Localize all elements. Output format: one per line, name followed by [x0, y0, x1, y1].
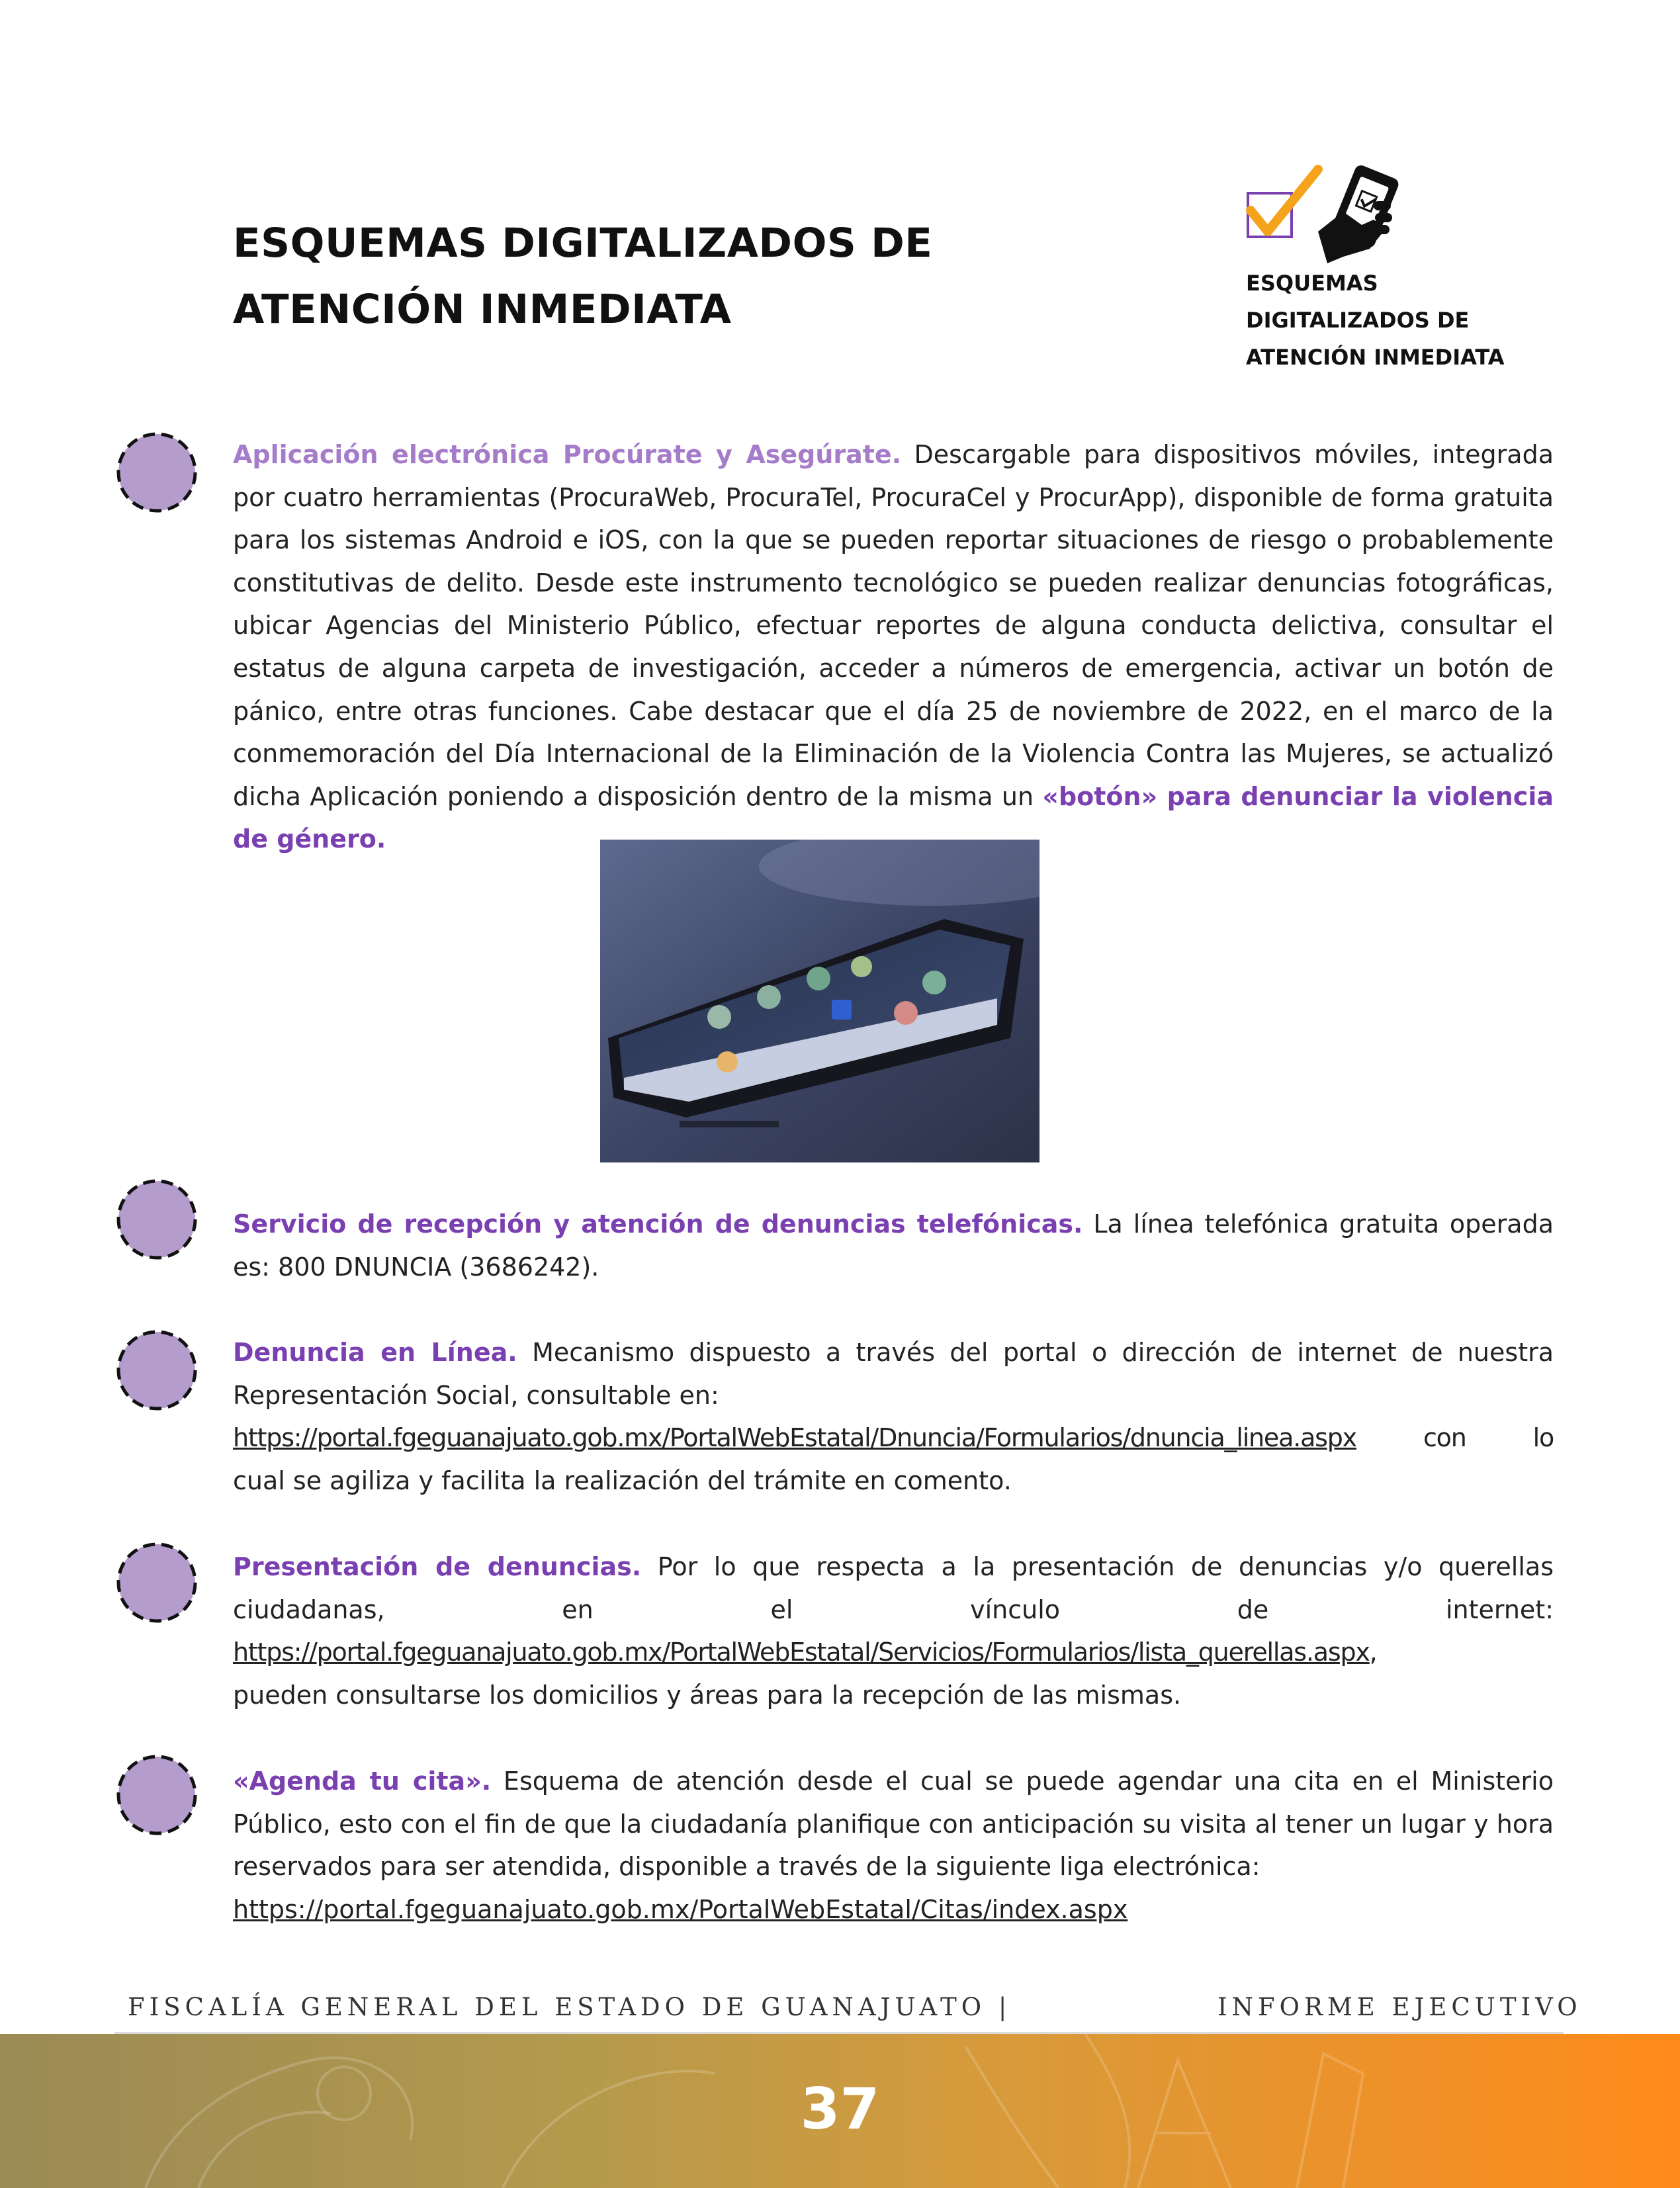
footer-report-name: INFORME EJECUTIVO: [1217, 1993, 1582, 2021]
item-url-line: [233, 1631, 1554, 1674]
checkbox-check-icon: [1244, 164, 1403, 263]
item-lead: Aplicación electrónica Procúrate y Asegúrate.: [233, 440, 902, 469]
item-appointment: [233, 1760, 1554, 1931]
online-complaint-link[interactable]: https://portal.fgeguanajuato.gob.mx/PortalWebEstatal/Dnuncia/Formularios/dnuncia_linea.aspx: [233, 1423, 1356, 1453]
item-body: La línea telefónica gratuita operada es: 800 DNUNCIA (3686242).: [233, 1209, 1554, 1282]
item-tail: cual se agiliza y facilita la realización del trámite en comento.: [233, 1466, 1012, 1495]
item-highlight: «botón» para denunciar la violencia de género.: [233, 781, 1554, 854]
item-lead: Presentación de denuncias.: [233, 1552, 642, 1581]
footer-institution: FISCALÍA GENERAL DEL ESTADO DE GUANAJUATO |: [128, 1993, 1012, 2021]
item-url-line: [233, 1888, 1554, 1931]
section-badge: [1244, 164, 1588, 376]
item-url-tail: ,: [1369, 1638, 1377, 1667]
badge-label-line-3: ATENCIÓN INMEDIATA: [1246, 345, 1505, 370]
bullet-circle-icon: [114, 1753, 199, 1837]
page-title: [233, 210, 1027, 343]
item-body: Esquema de atención desde el cual se puede agendar una cita en el Ministerio Público, esto con el fin de que la ciudadanía planifique con anticipación su visita al tener un lugar y hora reservados para ser atendida, disponible a través de la siguiente liga electrónica:: [233, 1767, 1554, 1882]
item-url-line: [233, 1417, 1554, 1460]
badge-label: [1246, 265, 1577, 376]
bullet-circle-icon: [114, 430, 199, 515]
page-title-line-2: ATENCIÓN INMEDIATA: [233, 286, 732, 333]
phone-app-photo: [600, 840, 1039, 1162]
badge-label-line-1: ESQUEMAS: [1246, 271, 1378, 296]
badge-label-line-2: DIGITALIZADOS DE: [1246, 308, 1470, 333]
item-tail: pueden consultarse los domicilios y áreas para la recepción de las mismas.: [233, 1680, 1182, 1710]
appointment-link[interactable]: https://portal.fgeguanajuato.gob.mx/PortalWebEstatal/Citas/index.aspx: [233, 1894, 1128, 1924]
item-lead: «Agenda tu cita».: [233, 1767, 492, 1796]
item-lead: Denuncia en Línea.: [233, 1338, 517, 1367]
item-phone-service: [233, 1203, 1554, 1288]
item-complaint-filing: [233, 1546, 1554, 1716]
item-procurate-app: [233, 433, 1554, 861]
item-line: [233, 1546, 1554, 1589]
item-body: Por lo que respecta a la presentación de denuncias y/o querellas: [641, 1552, 1554, 1581]
item-body-line-2: ciudadanas, en el vínculo de internet:: [233, 1595, 1554, 1624]
complaint-filing-link[interactable]: https://portal.fgeguanajuato.gob.mx/PortalWebEstatal/Servicios/Formularios/lista_querellas.aspx: [233, 1638, 1370, 1667]
item-body: Descargable para dispositivos móviles, integrada por cuatro herramientas (ProcuraWeb, ProcuraTel, ProcuraCel y ProcurApp), disponible de forma gratuita para los sistemas Android e iOS, con la que se pueden reportar situaciones de riesgo o probablemente constitutivas de delito. Desde este instrumento tecnológico se pueden realizar denuncias fotográficas, ubicar Agencias del Ministerio Público, efectuar reportes de alguna conducta delictiva, consultar el estatus de alguna carpeta de investigación, acceder a números de emergencia, activar un botón de pánico, entre otras funciones. Cabe destacar que el día 25 de noviembre de 2022, en el marco de la conmemoración del Día Internacional de la Eliminación de la Violencia Contra las Mujeres, se actualizó dicha Aplicación poniendo a disposición dentro de la misma un: [233, 440, 1554, 811]
item-body: Mecanismo dispuesto a través del portal o dirección de internet de nuestra Representación Social, consultable en:: [233, 1338, 1554, 1410]
bullet-circle-icon: [114, 1177, 199, 1262]
bullet-circle-icon: [114, 1540, 199, 1625]
item-online-complaint: [233, 1331, 1554, 1502]
item-lead: Servicio de recepción y atención de denuncias telefónicas.: [233, 1209, 1083, 1239]
hand-phone-check-icon: [1318, 164, 1400, 263]
item-url-tail: con lo: [1356, 1423, 1554, 1453]
page-number: 37: [800, 2076, 880, 2142]
page-title-line-1: ESQUEMAS DIGITALIZADOS DE: [233, 220, 933, 267]
bullet-circle-icon: [114, 1328, 199, 1413]
